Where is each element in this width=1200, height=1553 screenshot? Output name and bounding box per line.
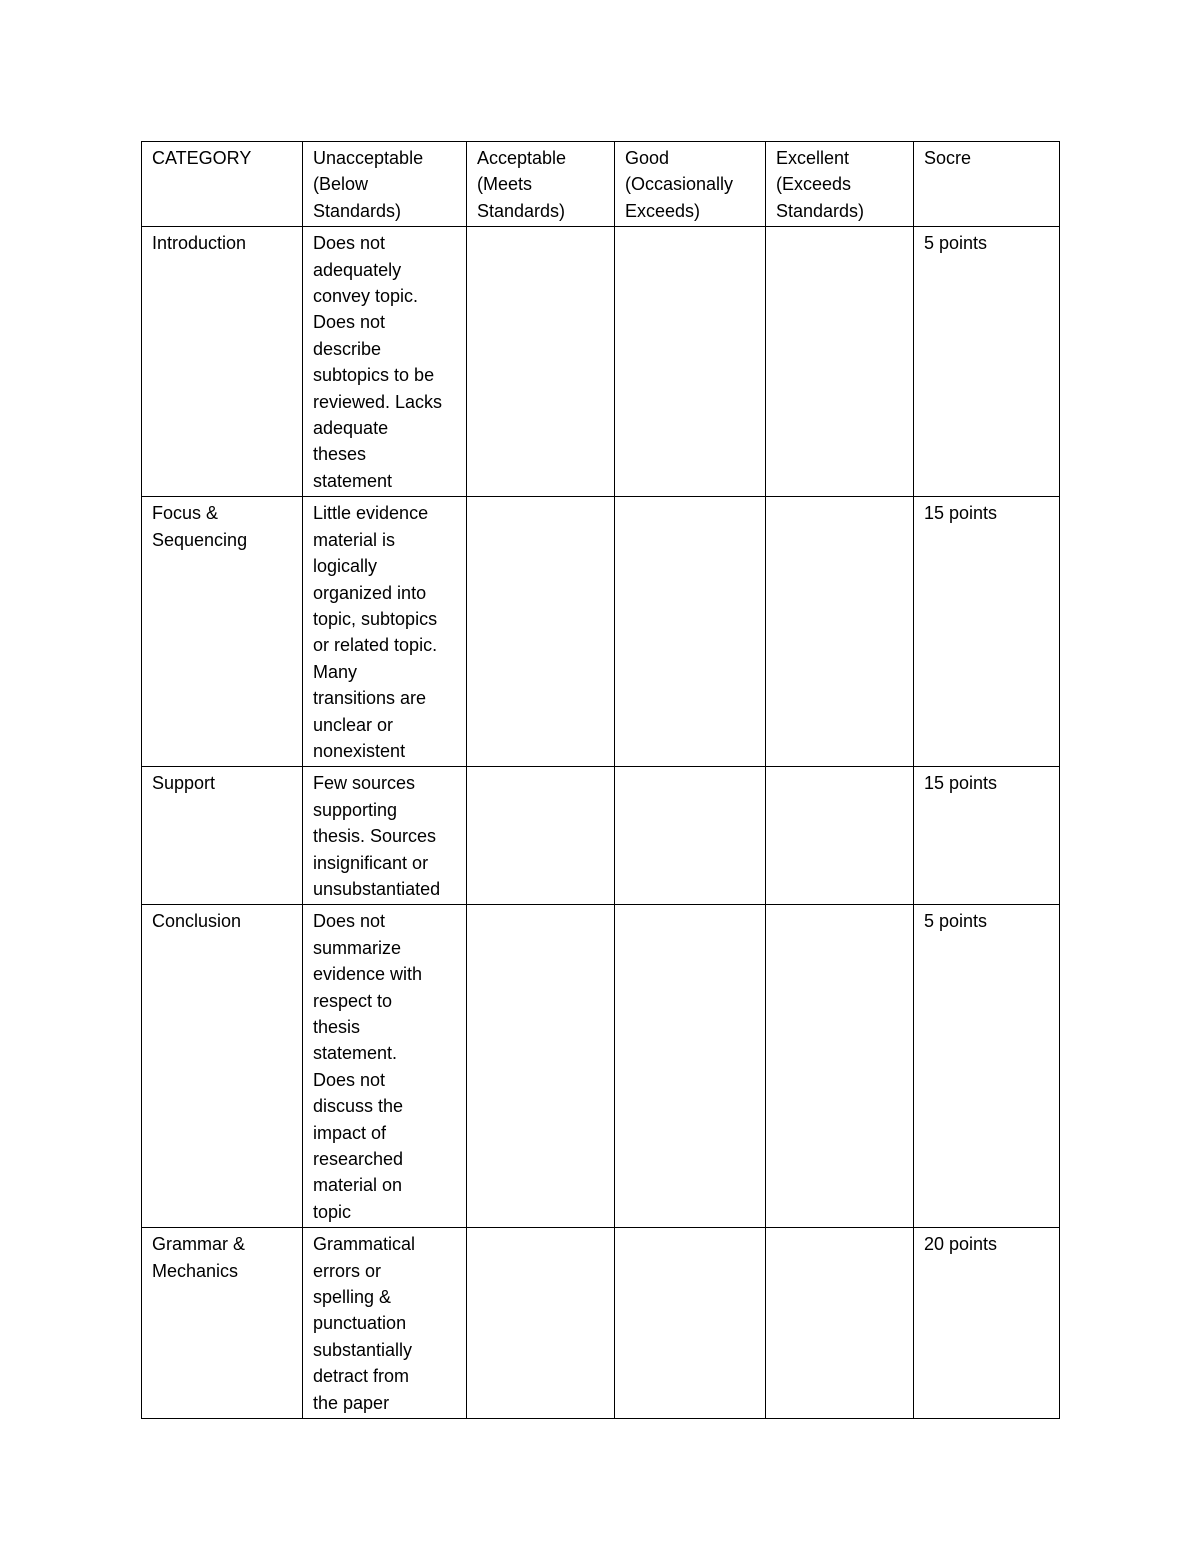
acceptable-cell	[467, 1228, 615, 1419]
good-cell	[615, 497, 766, 767]
category-cell: Introduction	[142, 227, 303, 497]
table-row	[142, 905, 1060, 1228]
category-cell: Conclusion	[142, 905, 303, 1228]
good-cell	[615, 227, 766, 497]
unacceptable-cell: Does not summarize evidence with respect to thesis statement. Does not discuss the impact of researched material on topic	[303, 905, 467, 1228]
table-row	[142, 1228, 1060, 1419]
header-row	[142, 142, 1060, 227]
header-unacceptable: Unacceptable (Below Standards)	[303, 142, 467, 227]
header-score: Socre	[914, 142, 1060, 227]
header-good: Good (Occasionally Exceeds)	[615, 142, 766, 227]
unacceptable-cell: Does not adequately convey topic. Does not describe subtopics to be reviewed. Lacks adequate theses statement	[303, 227, 467, 497]
unacceptable-cell: Few sources supporting thesis. Sources insignificant or unsubstantiated	[303, 767, 467, 905]
acceptable-cell	[467, 227, 615, 497]
score-cell: 5 points	[914, 905, 1060, 1228]
acceptable-cell	[467, 767, 615, 905]
excellent-cell	[766, 227, 914, 497]
header-acceptable: Acceptable (Meets Standards)	[467, 142, 615, 227]
excellent-cell	[766, 767, 914, 905]
table-row	[142, 227, 1060, 497]
excellent-cell	[766, 497, 914, 767]
good-cell	[615, 905, 766, 1228]
rubric-table	[141, 141, 1060, 1419]
good-cell	[615, 767, 766, 905]
good-cell	[615, 1228, 766, 1419]
acceptable-cell	[467, 905, 615, 1228]
category-cell: Grammar & Mechanics	[142, 1228, 303, 1419]
unacceptable-cell: Grammatical errors or spelling & punctuation substantially detract from the paper	[303, 1228, 467, 1419]
acceptable-cell	[467, 497, 615, 767]
excellent-cell	[766, 905, 914, 1228]
unacceptable-cell: Little evidence material is logically organized into topic, subtopics or related topic. Many transitions are unclear or nonexistent	[303, 497, 467, 767]
header-excellent: Excellent (Exceeds Standards)	[766, 142, 914, 227]
score-cell: 5 points	[914, 227, 1060, 497]
table-row	[142, 497, 1060, 767]
category-cell: Support	[142, 767, 303, 905]
score-cell: 20 points	[914, 1228, 1060, 1419]
table-row	[142, 767, 1060, 905]
score-cell: 15 points	[914, 497, 1060, 767]
excellent-cell	[766, 1228, 914, 1419]
score-cell: 15 points	[914, 767, 1060, 905]
header-category: CATEGORY	[142, 142, 303, 227]
category-cell: Focus & Sequencing	[142, 497, 303, 767]
